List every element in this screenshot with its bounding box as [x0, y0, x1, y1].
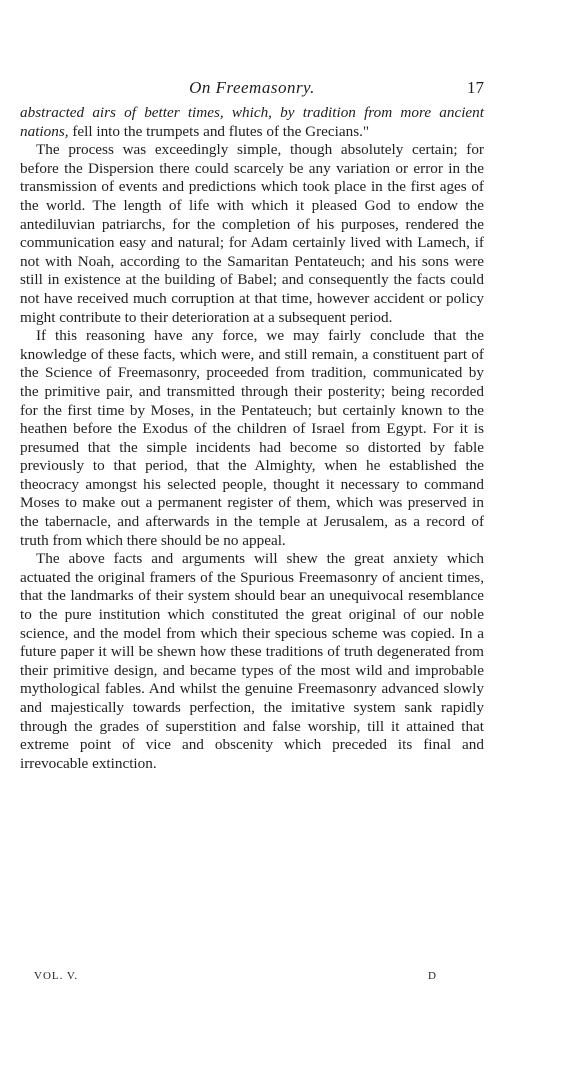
quotation-end: fell into the trumpets and flutes of the Grecians.": [68, 122, 370, 140]
paragraph-3: If this reasoning have any force, we may fairly conclude that the knowledge of these facts, which were, and still remain, a constituent part of the Science of Freemasonry, proceeded from tradition, communicated by the primitive pair, and transmitted through their posterity; being recorded for the first time by Moses, in the Pentateuch; but certainly known to the heathen before the Exodus of the children of Israel from Egypt. For it is presumed that the simple incidents had become so distorted by fable previously to that period, that the Almighty, when he established the theocracy amongst his selected people, thought it necessary to command Moses to make out a permanent register of them, which was preserved in the tabernacle, and afterwards in the temple at Jerusalem, as a record of truth from which there should be no appeal.: [20, 327, 484, 549]
running-title: On Freemasonry.: [189, 78, 315, 97]
paragraph-2: The process was exceedingly simple, though absolutely certain; for before the Dispersion there could scarcely be any variation or error in the transmission of events and predictions which took place in the first ages of the world. The length of life with which it pleased God to endow the antediluvian patriarchs, for the completion of his purposes, rendered the communication easy and natural; for Adam certainly lived with Lamech, if not with Noah, according to the Samaritan Pentateuch; and his sons were still in existence at the building of Babel; and consequently the facts could not have received much corruption at that time, however accident or policy might contribute to their deterioration at a subsequent period.: [20, 141, 484, 326]
page-body: [20, 104, 484, 773]
page-footer: [34, 966, 436, 986]
page-header: [20, 76, 484, 100]
paragraph-1: [20, 104, 484, 141]
volume-label: VOL. V.: [34, 970, 79, 982]
italic-quotation: abstracted airs of better times, which, by tradition from more ancient nations,: [20, 104, 484, 140]
paragraph-4: The above facts and arguments will shew the great anxiety which actuated the original framers of the Spurious Freemasonry of ancient times, that the landmarks of their system should bear an unequivocal resemblance to the pure institution which constituted the great original of our noble science, and the model from which their specious scheme was copied. In a future paper it will be shewn how these traditions of truth degenerated from their primitive design, and became types of the most wild and improbable mythological fables. And whilst the genuine Freemasonry advanced slowly and majestically towards perfection, the imitative system sank rapidly through the grades of superstition and false worship, till it attained that extreme point of vice and obscenity which preceded its final and irrevocable extinction.: [20, 550, 484, 772]
page-number: 17: [467, 78, 484, 97]
signature-mark: D: [428, 970, 436, 982]
